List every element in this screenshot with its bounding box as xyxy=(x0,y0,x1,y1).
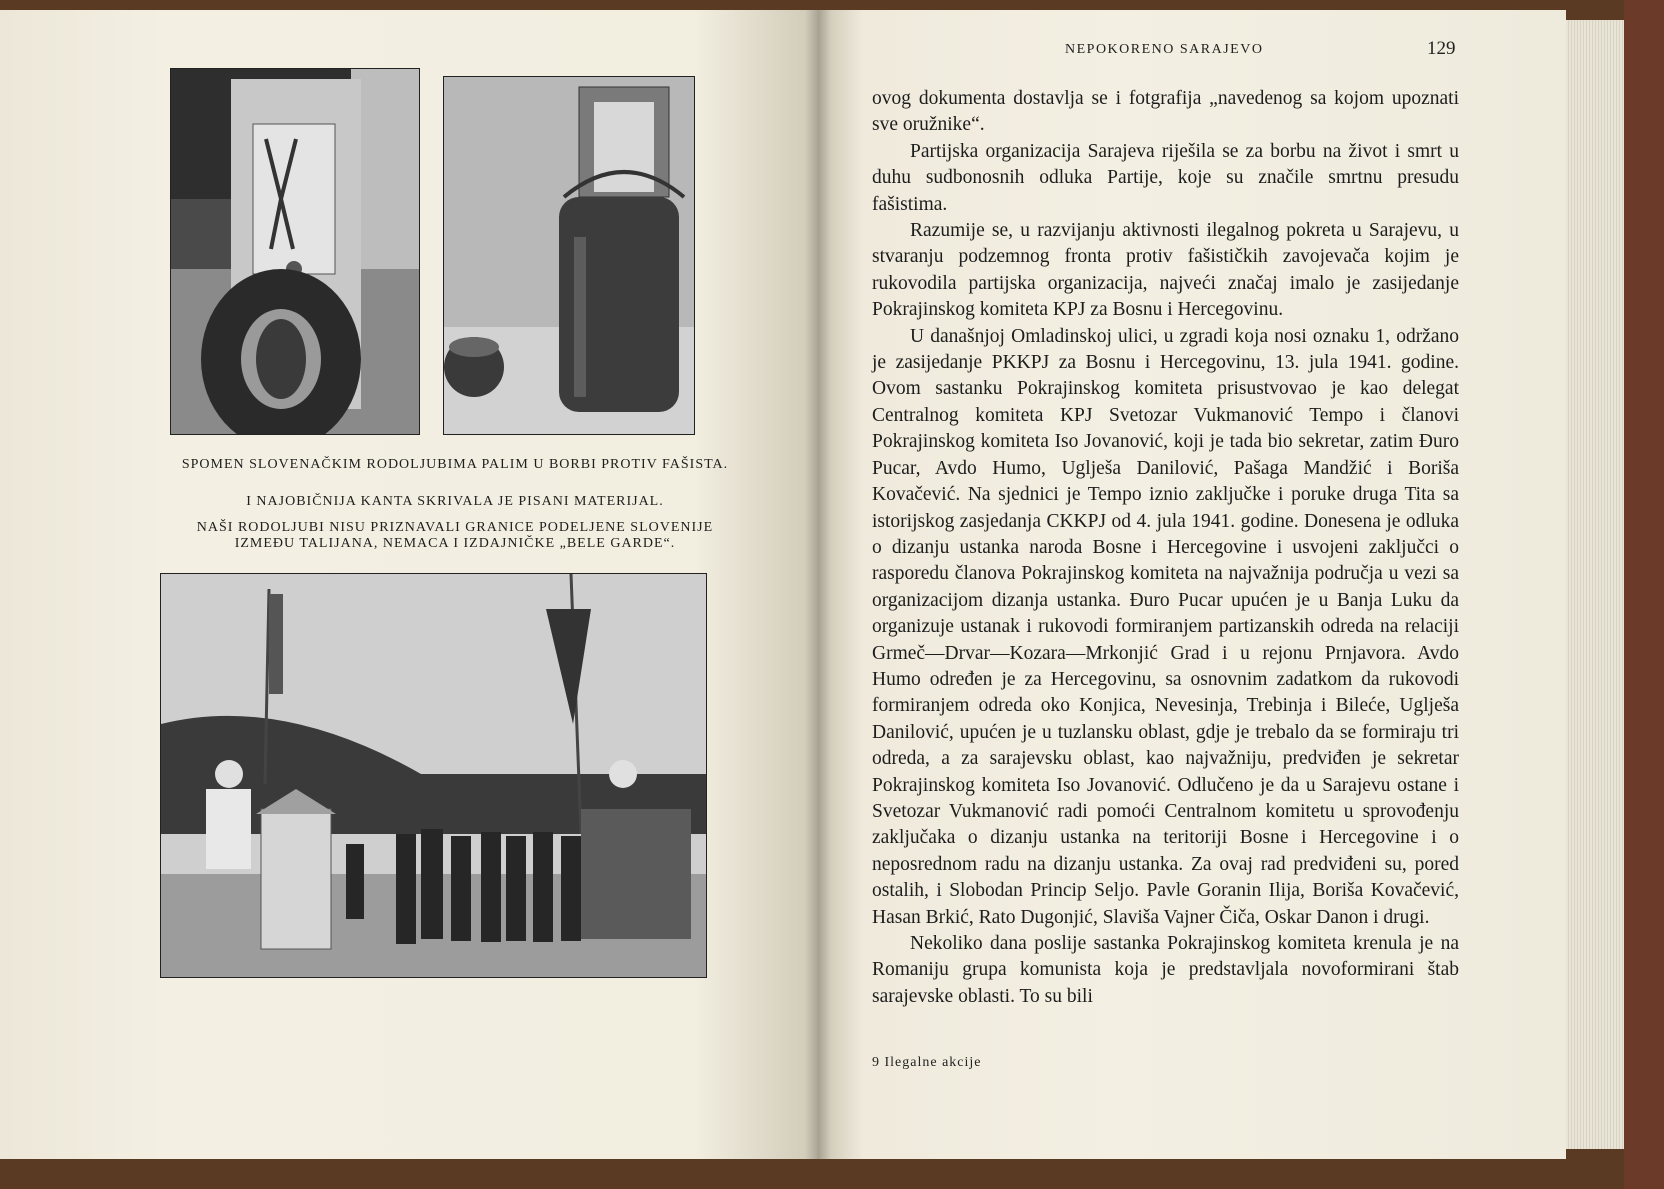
book-gutter xyxy=(805,10,831,1159)
page-edges xyxy=(1566,20,1624,1149)
caption-border: NAŠI RODOLJUBI NISU PRIZNAVALI GRANICE PODELJENE SLOVENIJE IZMEĐU TALIJANA, NEMACA I IZDAJNIČKE „BELE GARDE“. xyxy=(196,520,714,551)
body-text xyxy=(872,86,1459,1010)
cover-edge xyxy=(1624,0,1664,1189)
memorial-photo xyxy=(170,68,420,435)
paragraph-5: Nekoliko dana poslije sastanka Pokrajinskog komiteta krenula je na Romaniju grupa komunista koja je predstavljala novoformirani štab sarajevske oblasti. To su bili xyxy=(872,933,1459,1007)
footer-signature: 9 Ilegalne akcije xyxy=(872,1055,982,1070)
border-crossing-photo xyxy=(160,573,707,978)
paragraph-2: Partijska organizacija Sarajeva riješila se za borbu na život i smrt u duhu sudbonosnih odluka Partije, koje su značile smrtnu presudu fašistima. xyxy=(872,140,1459,215)
caption-milk-can: I NAJOBIČNIJA KANTA SKRIVALA JE PISANI MATERIJAL. xyxy=(246,494,664,509)
page-number: 129 xyxy=(1427,38,1456,59)
caption-memorial: SPOMEN SLOVENAČKIM RODOLJUBIMA PALIM U BORBI PROTIV FAŠISTA. xyxy=(181,457,729,472)
paragraph-4: U današnjoj Omladinskoj ulici, u zgradi koja nosi oznaku 1, održano je zasijedanje PKKPJ za Bosnu i Hercegovinu, 13. jula 1941. godine. Ovom sastanku Pokrajinskog komiteta prisustvovao je kao delegat Centralnog komiteta KPJ Svetozar Vukmanović Tempo i članovi Pokrajinskog komiteta Iso Jovanović, koji je tada bio sekretar, zatim Đuro Pucar, Avdo Humo, Uglješa Danilović, Pašaga Mandžić i Boriša Kovačević. Na sjednici je Tempo iznio zaključke i poruke druga Tita sa istorijskog zasjedanja CKKPJ od 4. jula 1941. godine. Donesena je odluka o dizanju ustanka naroda Bosne i Hercegovine i usvojeni zaključci o rasporedu članova Pokrajinskog komiteta na najvažnija područja u vezi sa organizacijom dizanja ustanka. Đuro Pucar upućen je u Banja Luku da organizuje ustanak i rukovodi formiranjem partizanskih odreda na relaciji Grmeč—Drvar—Kozara—Mrkonjić Grad i u rejonu Prnjavora. Avdo Humo određen je za Hercegovinu, sa osnovnim zadatkom da rukovodi formiranjem odreda oko Konjica, Nevesinja, Trebinja i Bileće, Uglješa Danilović, upućen je u tuzlansku oblast, gdje je trebalo da se formiraju tri odreda, a za sarajevsku oblast, kao najvažniju, predviđen je sekretar Pokrajinskog komiteta Iso Jovanović. Odlučeno je da u Sarajevu ostane i Svetozar Vukmanović radi pomoći Centralnom komitetu u sprovođenju zaključaka o dizanju ustanka na teritoriji Bosne i Hercegovine i o neposrednom radu na dizanju ustanka. Za ovaj rad predviđeni su, pored ostalih, i Slobodan Princip Seljo. Pavle Goranin Ilija, Boriša Kovačević, Hasan Brkić, Rato Dugonjić, Slaviša Vajner Čiča, Oskar Danon i drugi. xyxy=(872,325,1459,928)
milk-can-photo xyxy=(443,76,695,435)
paragraph-1: ovog dokumenta dostavlja se i fotgrafija „navedenog sa kojom upoznati sve oružnike“. xyxy=(872,88,1459,136)
paragraph-3: Razumije se, u razvijanju aktivnosti ilegalnog pokreta u Sarajevu, u stvaranju podzemnog fronta protiv fašističkih zavojevača kojim je rukovodila partijska organizacija, najveći značaj imalo je zasijedanje Pokrajinskog komiteta KPJ za Bosnu i Hercegovinu. xyxy=(872,220,1459,321)
running-header: NEPOKORENO SARAJEVO xyxy=(1065,42,1264,57)
